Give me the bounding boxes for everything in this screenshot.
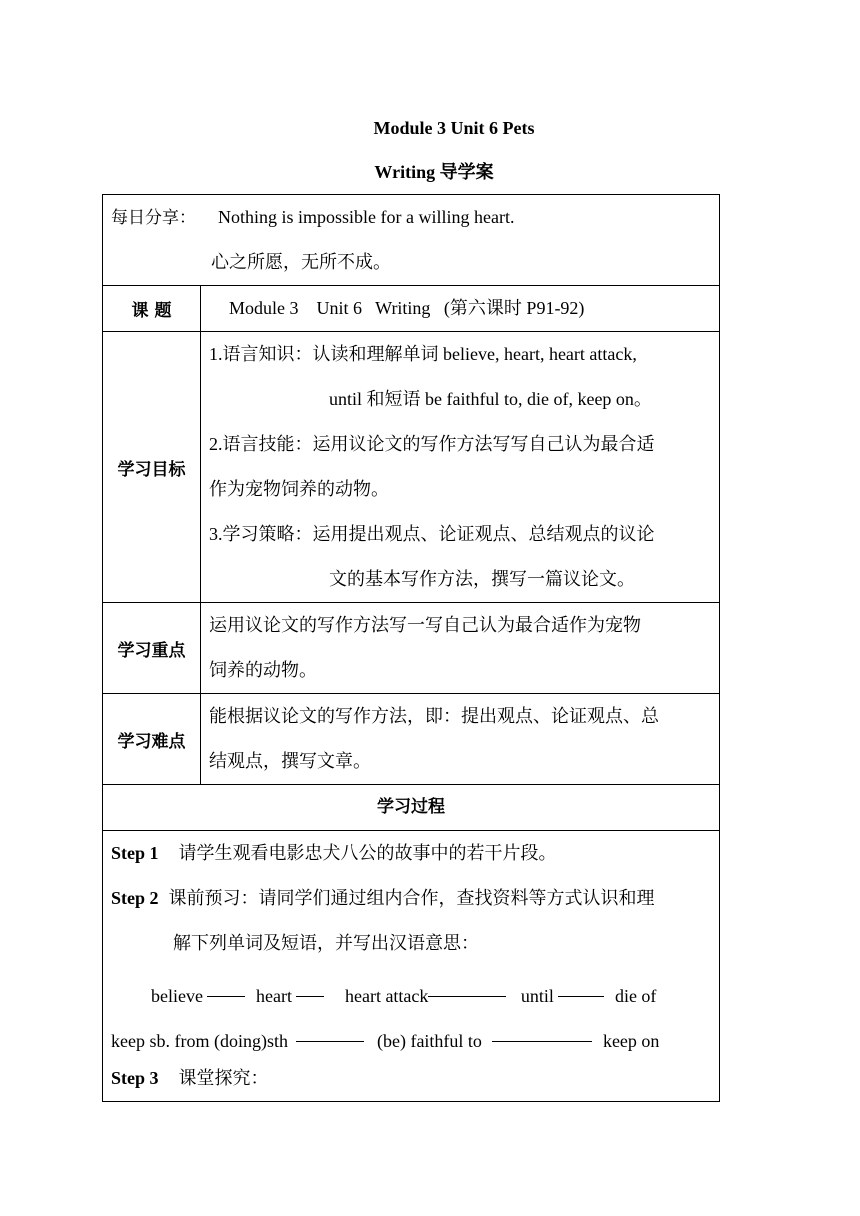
- difficulties-line: 能根据议论文的写作方法，即：提出观点、论证观点、总: [209, 706, 659, 726]
- objectives-label: 学习目标: [103, 332, 201, 603]
- step2-continued: 解下列单词及短语，并写出汉语意思：: [173, 933, 479, 953]
- daily-share-row: [103, 195, 720, 286]
- difficulties-line: 结观点，撰写文章。: [209, 751, 371, 771]
- vocab-die-of: die of: [614, 986, 657, 1006]
- answer-blank[interactable]: [296, 966, 324, 997]
- objectives-row: [103, 332, 720, 603]
- topic-row: [103, 286, 720, 332]
- vocab-until: until: [520, 986, 554, 1006]
- document-title: Module 3 Unit 6 Pets: [373, 118, 535, 138]
- difficulties-row: [103, 694, 720, 785]
- daily-share-label: 每日分享：: [111, 208, 196, 228]
- objective-line: until 和短语 be faithful to, die of, keep on。: [329, 389, 652, 409]
- step3-label: Step 3: [111, 1068, 159, 1088]
- difficulties-label: 学习难点: [103, 694, 201, 785]
- objective-line: 2.语言技能：运用议论文的写作方法写写自己认为最合适: [209, 434, 655, 454]
- step2-text: 课前预习：请同学们通过组内合作，查找资料等方式认识和理: [168, 888, 655, 908]
- key-points-line: 运用议论文的写作方法写一写自己认为最合适作为宠物: [209, 615, 641, 635]
- document-subtitle: Writing 导学案: [374, 162, 494, 182]
- step1-label: Step 1: [111, 843, 159, 863]
- process-heading-row: [103, 785, 720, 831]
- process-row: [103, 831, 720, 1102]
- vocab-line-1: [111, 966, 711, 1011]
- vocab-heart: heart: [255, 986, 292, 1006]
- step1-text: 请学生观看电影忠犬八公的故事中的若干片段。: [178, 843, 557, 863]
- lesson-plan-table: [102, 194, 720, 1102]
- topic-value: Module 3 Unit 6 Writing (第六课时 P91-92): [201, 286, 720, 332]
- key-points-row: [103, 603, 720, 694]
- answer-blank[interactable]: [428, 966, 506, 997]
- answer-blank[interactable]: [558, 966, 604, 997]
- answer-blank[interactable]: [296, 1011, 364, 1042]
- vocab-faithful-to: (be) faithful to: [376, 1031, 482, 1051]
- vocab-believe: believe: [151, 986, 203, 1006]
- answer-blank[interactable]: [207, 966, 245, 997]
- vocab-line-2: [111, 1011, 711, 1056]
- step2-label: Step 2: [111, 888, 159, 908]
- topic-label: 课 题: [103, 286, 201, 332]
- objective-line: 作为宠物饲养的动物。: [209, 479, 389, 499]
- key-points-line: 饲养的动物。: [209, 660, 317, 680]
- process-heading: 学习过程: [103, 785, 720, 831]
- key-points-label: 学习重点: [103, 603, 201, 694]
- objective-line: 1.语言知识：认读和理解单词 believe, heart, heart attack,: [209, 344, 637, 364]
- objective-line: 文的基本写作方法，撰写一篇议论文。: [329, 569, 635, 589]
- vocab-heart-attack: heart attack: [344, 986, 429, 1006]
- objective-line: 3.学习策略：运用提出观点、论证观点、总结观点的议论: [209, 524, 655, 544]
- daily-share-english: Nothing is impossible for a willing heart.: [218, 207, 515, 227]
- vocab-keep-on: keep on: [602, 1031, 660, 1051]
- daily-share-chinese: 心之所愿，无所不成。: [211, 252, 391, 272]
- step3-text: 课堂探究：: [178, 1068, 269, 1088]
- answer-blank[interactable]: [492, 1011, 592, 1042]
- vocab-keep-from: keep sb. from (doing)sth: [111, 1031, 288, 1051]
